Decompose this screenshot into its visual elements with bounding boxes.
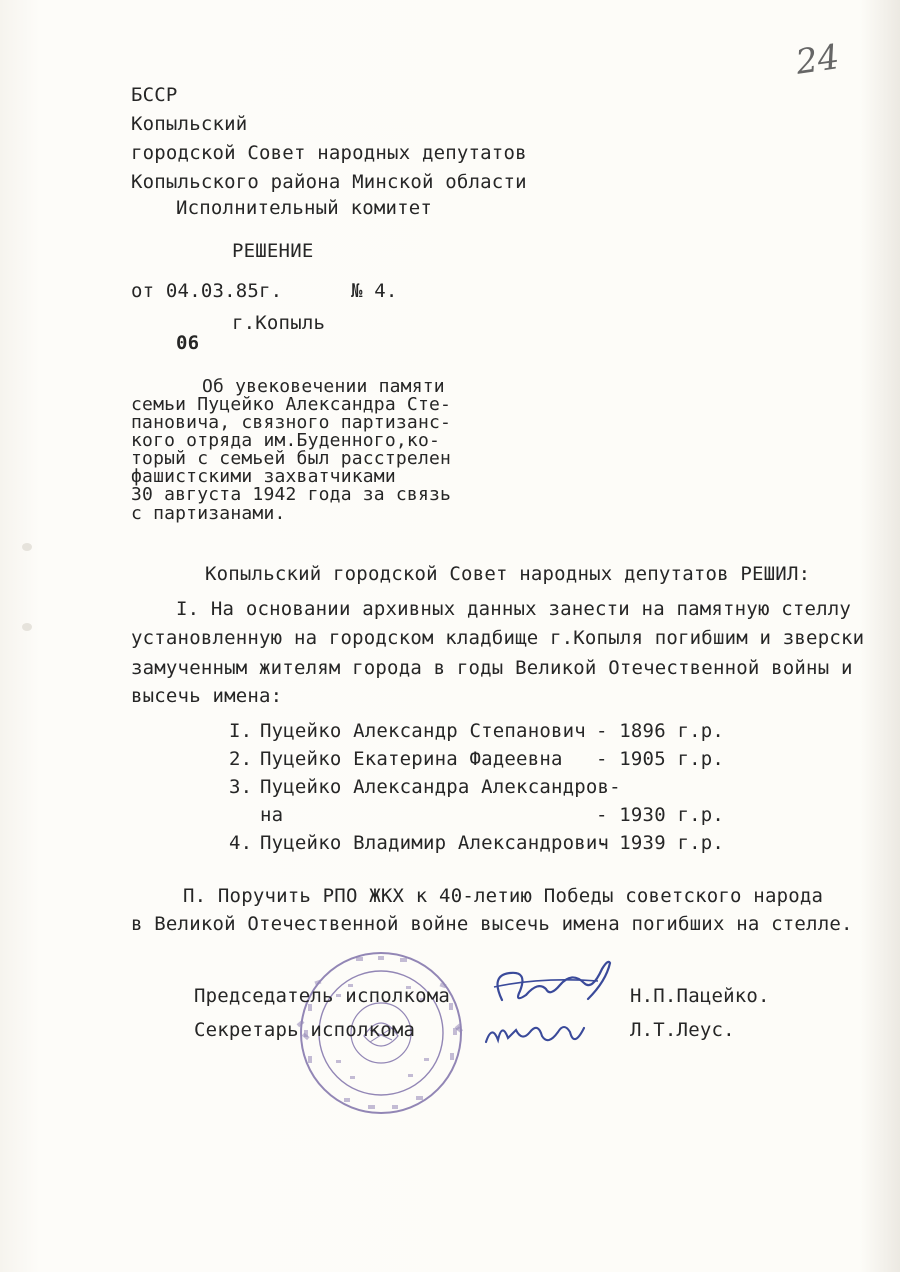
decision-title: РЕШЕНИЕ xyxy=(232,240,314,262)
subject-line: 30 августа 1942 года за связь xyxy=(131,484,452,505)
name-text: Пуцейко Александра Александров- xyxy=(260,776,621,798)
page-number: 24 xyxy=(793,37,842,83)
punch-hole xyxy=(22,543,32,551)
header-line-4: Копыльского района Минской области xyxy=(131,171,527,193)
name-text: Пуцейко Екатерина Фадеевна xyxy=(260,748,563,770)
name-number: 4. xyxy=(229,832,253,854)
body-intro: Копыльский городской Совет народных депутатов РЕШИЛ: xyxy=(205,563,811,585)
item2-line: П. Поручить РПО ЖКХ к 40-летию Победы советского народа xyxy=(183,885,824,907)
item1-line: замученным жителям города в годы Великой Отечественной войны и xyxy=(131,657,853,679)
item1-line: I. На основании архивных данных занести на памятную стеллу xyxy=(176,598,852,620)
item1-line: высечь имена: xyxy=(131,685,283,707)
name-year: - 1930 г.р. xyxy=(596,804,725,826)
subject-line: пановича, связного партизанс- xyxy=(131,412,452,433)
subject-line: торый с семьей был расстрелен xyxy=(131,448,452,469)
secretary-role: Секретарь исполкома xyxy=(194,1019,416,1041)
header-line-3: городской Совет народных депутатов xyxy=(131,142,527,164)
item2-line: в Великой Отечественной войне высечь имена погибших на стелле. xyxy=(131,913,853,935)
subject-line: кого отряда им.Буденного,ко- xyxy=(131,430,441,451)
name-number: 3. xyxy=(229,776,253,798)
decision-number: № 4. xyxy=(351,280,398,302)
header-line-5: Исполнительный комитет xyxy=(176,197,433,219)
secretary-name: Л.Т.Леус. xyxy=(630,1019,735,1041)
header-line-1: БССР xyxy=(131,84,178,106)
name-year: - 1905 г.р. xyxy=(596,748,725,770)
subject-line: семьи Пуцейко Александра Сте- xyxy=(131,394,452,415)
header-line-2: Копыльский xyxy=(131,113,248,135)
subject-line: с партизанами. xyxy=(131,503,286,524)
name-number: 2. xyxy=(229,748,253,770)
decision-date: от 04.03.85г. xyxy=(131,280,283,302)
name-number: I. xyxy=(229,720,253,742)
name-text: Пуцейко Владимир Александрович xyxy=(260,832,610,854)
decision-place: г.Копыль xyxy=(232,312,326,334)
subject-line: Об увековечении памяти xyxy=(202,376,445,397)
name-year: - 1896 г.р. xyxy=(596,720,725,742)
chairman-signature xyxy=(480,955,620,1015)
name-text: Пуцейко Александр Степанович xyxy=(260,720,586,742)
chairman-name: Н.П.Пацейко. xyxy=(630,985,770,1007)
chairman-role: Председатель исполкома xyxy=(194,985,451,1007)
name-text: на xyxy=(260,804,284,826)
punch-hole xyxy=(22,623,32,631)
secretary-signature xyxy=(478,1008,598,1058)
subject-line: фашистскими захватчиками xyxy=(131,466,396,487)
struck-out-text: 06 xyxy=(176,332,200,354)
name-year: - 1939 г.р. xyxy=(596,832,725,854)
item1-line: установленную на городском кладбище г.Копыля погибшим и зверски xyxy=(131,627,865,649)
